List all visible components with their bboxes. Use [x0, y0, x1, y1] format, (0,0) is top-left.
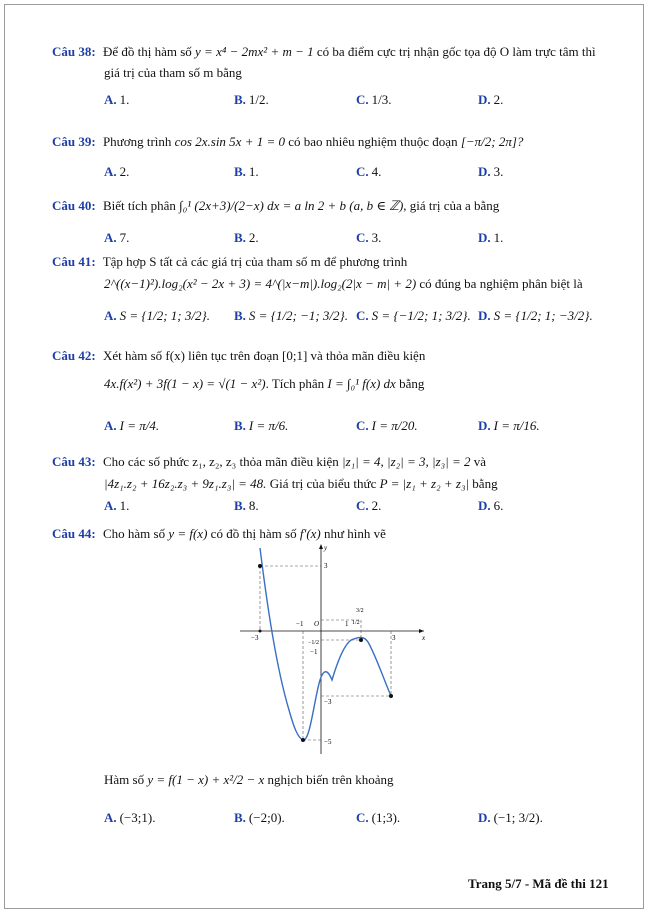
question-formula: |4z₁.z₂ + 16z₂.z₃ + 9z₁.z₃| = 48. — [104, 476, 267, 491]
question-43-cont — [104, 474, 600, 494]
question-formula: y = f(x) — [168, 526, 208, 541]
option-a[interactable]: A. (−3;1). — [104, 810, 156, 825]
question-text: Biết tích phân — [102, 198, 176, 213]
question-text: Giá trị của biểu thức — [269, 476, 377, 491]
question-label: Câu 41: — [52, 254, 96, 269]
option-a[interactable]: A. S = {1/2; 1; 3/2}. — [104, 308, 210, 323]
question-44-cont — [104, 770, 600, 790]
option-b[interactable]: B. I = π/6. — [234, 418, 289, 433]
option-d[interactable]: D. 6. — [478, 498, 504, 513]
point — [258, 564, 262, 568]
question-text: bằng — [472, 476, 498, 491]
option-c[interactable]: C. 3. — [356, 230, 382, 245]
question-label: Câu 44: — [52, 526, 96, 541]
option-a[interactable]: A. 1. — [104, 92, 130, 107]
tick-x3: 3 — [392, 634, 396, 642]
question-text: có đồ thị hàm số — [210, 526, 297, 541]
option-c[interactable]: C. 1/3. — [356, 92, 392, 107]
question-text: , giá trị của a bằng — [403, 198, 500, 213]
option-a[interactable]: A. I = π/4. — [104, 418, 160, 433]
question-text: có ba điểm cực trị nhận gốc tọa độ O làm trực tâm thì — [316, 44, 596, 59]
question-text: Xét hàm số f(x) liên tục trên đoạn [0;1] và thỏa mãn điều kiện — [102, 348, 426, 363]
tick-ym1: −1 — [310, 648, 318, 656]
question-text: Tập hợp S tất cả các giá trị của tham số m để phương trình — [102, 254, 408, 269]
question-text: Để đồ thị hàm số — [102, 44, 192, 59]
option-d[interactable]: D. I = π/16. — [478, 418, 540, 433]
x-label: x — [422, 634, 426, 642]
point — [389, 694, 393, 698]
option-b[interactable]: B. (−2;0). — [234, 810, 285, 825]
question-text: Phương trình — [102, 134, 172, 149]
option-a[interactable]: A. 2. — [104, 164, 130, 179]
option-a[interactable]: A. 1. — [104, 498, 130, 513]
question-41-cont — [104, 274, 600, 294]
curve-f-prime — [260, 548, 391, 740]
question-formula: ∫₀¹ (2x+3)/(2−x) dx = a ln 2 + b (a, b ∈ ℤ) — [179, 198, 404, 213]
option-b[interactable]: B. 8. — [234, 498, 259, 513]
question-label: Câu 43: — [52, 454, 96, 469]
question-interval: [−π/2; 2π]? — [460, 134, 524, 149]
tick-xm1: −1 — [296, 620, 304, 628]
question-formula: 4x.f(x²) + 3f(1 − x) = √(1 − x²) — [104, 376, 266, 391]
question-40 — [52, 196, 600, 216]
option-b[interactable]: B. 2. — [234, 230, 259, 245]
question-text: như hình vẽ — [324, 526, 386, 541]
guide-lines — [260, 566, 391, 740]
question-formula: 2^((x−1)²).log₂(x² − 2x + 3) = 4^(|x−m|).log₂(2|x − m| + 2) — [104, 276, 417, 291]
option-c[interactable]: C. (1;3). — [356, 810, 401, 825]
page-footer: Trang 5/7 - Mã đề thi 121 — [468, 876, 609, 891]
question-formula: y = f(1 − x) + x²/2 − x — [147, 772, 265, 787]
option-c[interactable]: C. S = {−1/2; 1; 3/2}. — [356, 308, 471, 323]
question-38-cont — [104, 63, 600, 83]
question-43 — [52, 452, 600, 472]
tick-xm3: −3 — [251, 634, 259, 642]
question-formula: cos 2x.sin 5x + 1 = 0 — [174, 134, 285, 149]
question-42 — [52, 346, 600, 366]
question-text: . Tích phân — [265, 376, 325, 391]
tick-x32: 3/2 — [356, 608, 364, 614]
question-text: Cho hàm số — [102, 526, 166, 541]
question-38 — [52, 42, 600, 62]
question-label: Câu 42: — [52, 348, 96, 363]
point — [301, 738, 305, 742]
question-formula: |z₁| = 4, |z₂| = 3, |z₃| = 2 — [342, 454, 471, 469]
origin-label: O — [314, 620, 320, 628]
question-42-cont — [104, 374, 600, 394]
option-b[interactable]: B. 1. — [234, 164, 259, 179]
question-text: và — [473, 454, 487, 469]
option-d[interactable]: D. 2. — [478, 92, 504, 107]
option-c[interactable]: C. 2. — [356, 498, 382, 513]
tick-x1: 1 — [345, 620, 349, 628]
question-41 — [52, 252, 600, 272]
question-text: giá trị của tham số m bằng — [104, 65, 242, 80]
y-label: y — [324, 544, 328, 552]
tick-ym5: −5 — [324, 738, 332, 746]
question-39 — [52, 132, 600, 152]
tick-ym3: −3 — [324, 698, 332, 706]
question-label: Câu 40: — [52, 198, 96, 213]
question-text: có bao nhiêu nghiệm thuộc đoạn — [288, 134, 458, 149]
question-label: Câu 38: — [52, 44, 96, 59]
question-text: bằng — [399, 376, 425, 391]
option-b[interactable]: B. S = {1/2; −1; 3/2}. — [234, 308, 348, 323]
x-arrow-icon — [419, 629, 424, 633]
point — [259, 630, 262, 633]
question-text: có đúng ba nghiệm phân biệt là — [419, 276, 583, 291]
option-d[interactable]: D. S = {1/2; 1; −3/2}. — [478, 308, 593, 323]
question-formula: I = ∫₀¹ f(x) dx — [327, 376, 396, 391]
option-c[interactable]: C. I = π/20. — [356, 418, 418, 433]
option-d[interactable]: D. 3. — [478, 164, 504, 179]
y-arrow-icon — [319, 544, 323, 549]
question-text: Hàm số — [104, 772, 145, 787]
option-b[interactable]: B. 1/2. — [234, 92, 269, 107]
option-d[interactable]: D. (−1; 3/2). — [478, 810, 543, 825]
tick-y3: 3 — [324, 562, 328, 570]
point — [359, 638, 363, 642]
question-formula: f′(x) — [299, 526, 321, 541]
tick-ym12: −1/2 — [308, 640, 320, 646]
option-a[interactable]: A. 7. — [104, 230, 130, 245]
question-text: Cho các số phức z₁, z₂, z₃ thỏa mãn điều kiện — [102, 454, 339, 469]
option-c[interactable]: C. 4. — [356, 164, 382, 179]
question-text: nghịch biến trên khoảng — [267, 772, 394, 787]
question-formula: P = |z₁ + z₂ + z₃| — [379, 476, 470, 491]
tick-y12: 1/2 — [352, 620, 360, 626]
derivative-graph — [234, 540, 434, 756]
option-d[interactable]: D. 1. — [478, 230, 504, 245]
question-formula: y = x⁴ − 2mx² + m − 1 — [195, 44, 314, 59]
question-label: Câu 39: — [52, 134, 96, 149]
